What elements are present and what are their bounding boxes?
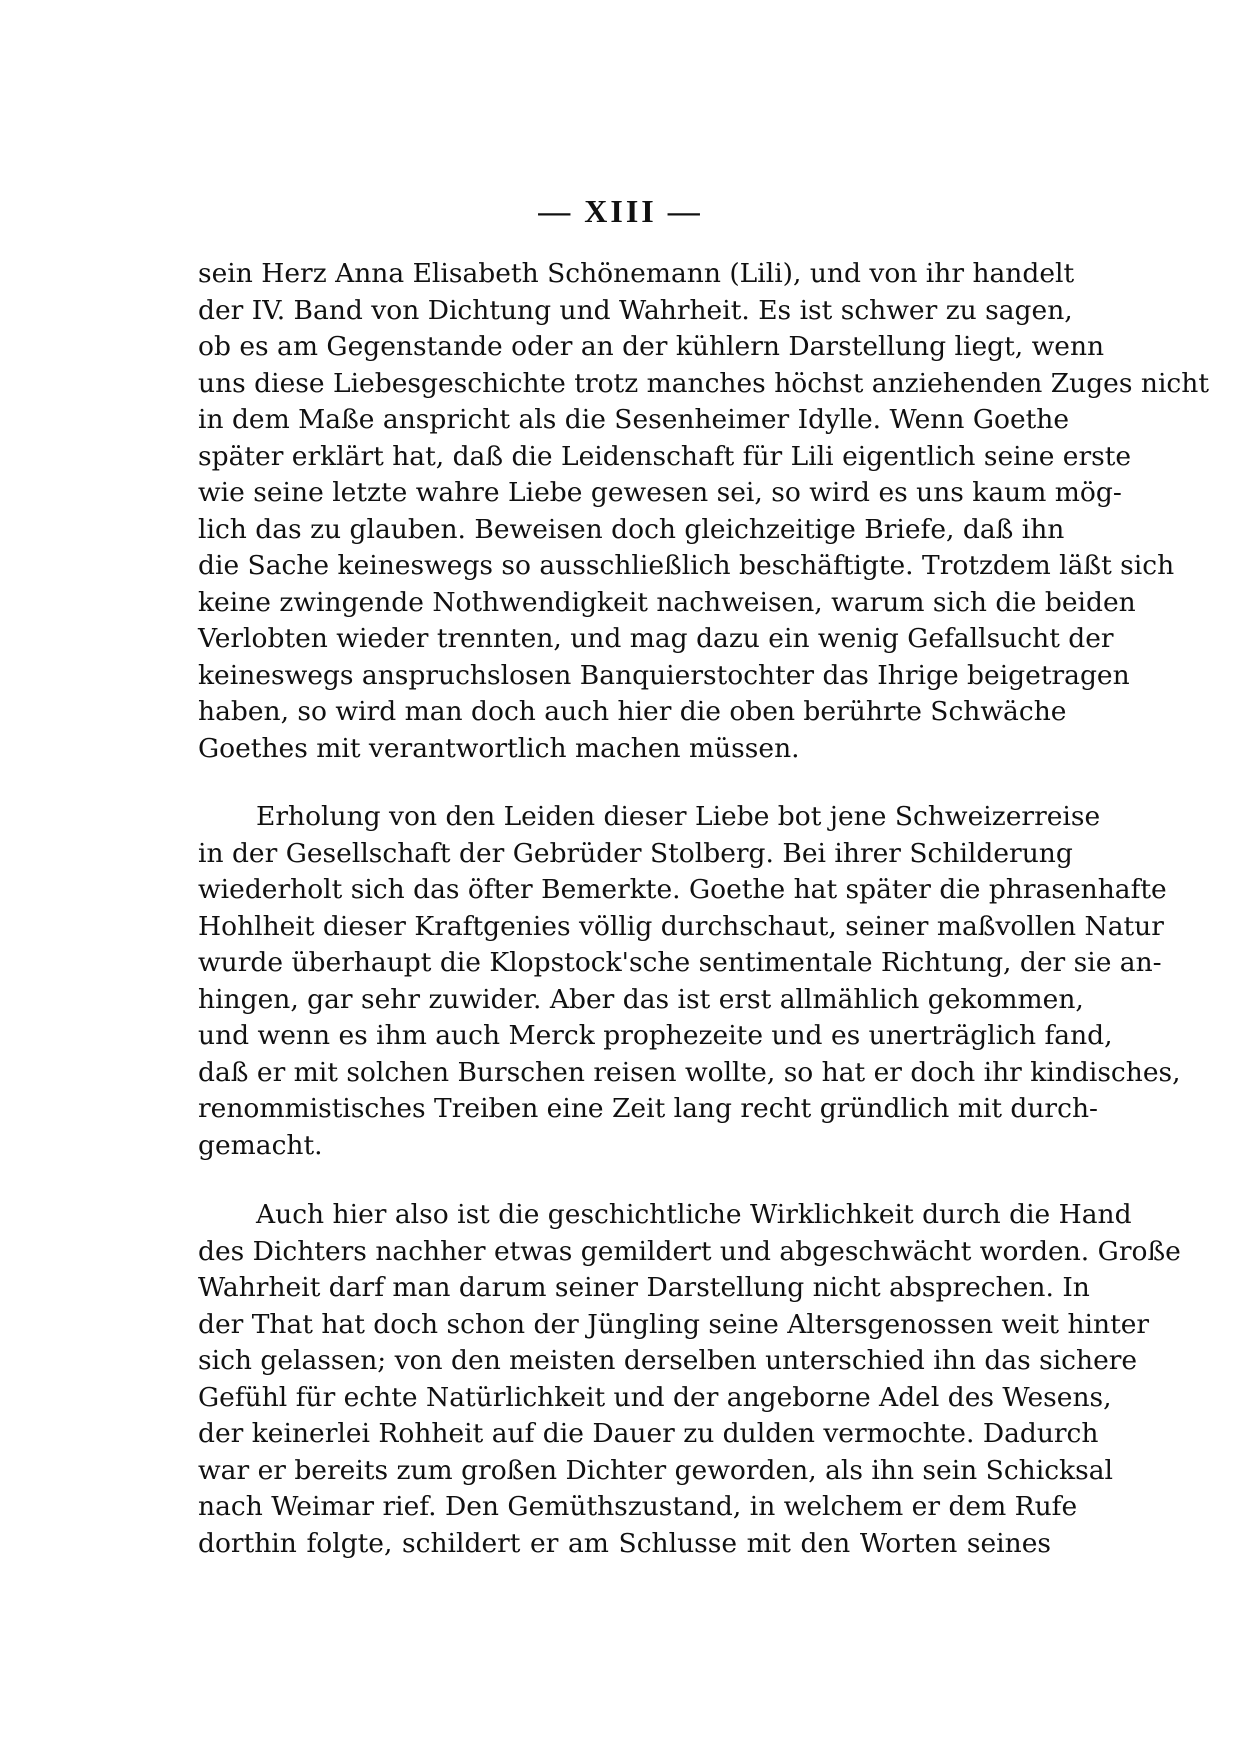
text-line: uns diese Liebesgeschichte trotz manches höchst anziehenden Zuges nicht — [198, 367, 1209, 399]
text-line: des Dichters nachher etwas gemildert und abgeschwächt worden. Große — [198, 1235, 1181, 1267]
text-line: keine zwingende Nothwendigkeit nachweisen, warum sich die beiden — [198, 586, 1136, 618]
text-line: später erklärt hat, daß die Leidenschaft für Lili eigentlich seine erste — [198, 440, 1132, 472]
text-line: Goethes mit verantwortlich machen müssen. — [198, 732, 800, 764]
text-line: daß er mit solchen Burschen reisen wollte, so hat er doch ihr kindisches, — [198, 1056, 1181, 1088]
text-line: und wenn es ihm auch Merck prophezeite und es unerträglich fand, — [198, 1020, 1113, 1051]
paragraph-schweizerreise — [198, 799, 1181, 1164]
text-line: gemacht. — [198, 1129, 323, 1161]
text-line: war er bereits zum großen Dichter geworden, als ihn sein Schicksal — [198, 1454, 1113, 1486]
text-line: wie seine letzte wahre Liebe gewesen sei, so wird es uns kaum mög- — [198, 477, 1122, 508]
text-line: hingen, gar sehr zuwider. Aber das ist erst allmählich gekommen, — [198, 983, 1084, 1015]
text-line: der keinerlei Rohheit auf die Dauer zu dulden vermochte. Dadurch — [198, 1418, 1099, 1449]
page-number: — XIII — — [538, 193, 703, 229]
text-line: sein Herz Anna Elisabeth Schönemann (Lili), und von ihr handelt — [198, 258, 1075, 289]
text-line: der IV. Band von Dichtung und Wahrheit. Es ist schwer zu sagen, — [198, 294, 1073, 326]
text-line: Auch hier also ist die geschichtliche Wirklichkeit durch die Hand — [256, 1199, 1132, 1230]
text-line: Verlobten wieder trennten, und mag dazu ein wenig Gefallsucht der — [198, 623, 1114, 654]
text-line: dorthin folgte, schildert er am Schlusse mit den Worten seines — [198, 1527, 1051, 1559]
text-line: in der Gesellschaft der Gebrüder Stolberg. Bei ihrer Schilderung — [198, 837, 1073, 869]
text-line: sich gelassen; von den meisten derselben unterschied ihn das sichere — [198, 1345, 1138, 1376]
text-line: Wahrheit darf man darum seiner Darstellung nicht absprechen. In — [198, 1272, 1090, 1303]
text-line: Hohlheit dieser Kraftgenies völlig durchschaut, seiner maßvollen Natur — [198, 910, 1164, 942]
text-line: Erholung von den Leiden dieser Liebe bot jene Schweizerreise — [256, 801, 1101, 832]
text-line: in dem Maße anspricht als die Sesenheimer Idylle. Wenn Goethe — [198, 404, 1070, 435]
text-line: renommistisches Treiben eine Zeit lang recht gründlich mit durch- — [198, 1093, 1098, 1124]
text-line: haben, so wird man doch auch hier die oben berührte Schwäche — [198, 696, 1067, 727]
text-line: ob es am Gegenstande oder an der kühlern Darstellung liegt, wenn — [198, 331, 1105, 362]
paragraph-wirklichkeit — [198, 1197, 1181, 1562]
text-line: nach Weimar rief. Den Gemüthszustand, in welchem er dem Rufe — [198, 1491, 1078, 1522]
text-line: die Sache keineswegs so ausschließlich beschäftigte. Trotzdem läßt sich — [198, 550, 1175, 581]
paragraph-lili — [198, 256, 1209, 767]
text-line: keineswegs anspruchslosen Banquierstochter das Ihrige beigetragen — [198, 659, 1130, 691]
text-line: wurde überhaupt die Klopstock'sche sentimentale Richtung, der sie an- — [198, 947, 1162, 978]
text-line: Gefühl für echte Natürlichkeit und der angeborne Adel des Wesens, — [198, 1381, 1112, 1413]
text-line: wiederholt sich das öfter Bemerkte. Goethe hat später die phrasenhafte — [198, 874, 1167, 905]
text-line: der That hat doch schon der Jüngling seine Altersgenossen weit hinter — [198, 1308, 1150, 1340]
text-line: lich das zu glauben. Beweisen doch gleichzeitige Briefe, daß ihn — [198, 513, 1065, 545]
